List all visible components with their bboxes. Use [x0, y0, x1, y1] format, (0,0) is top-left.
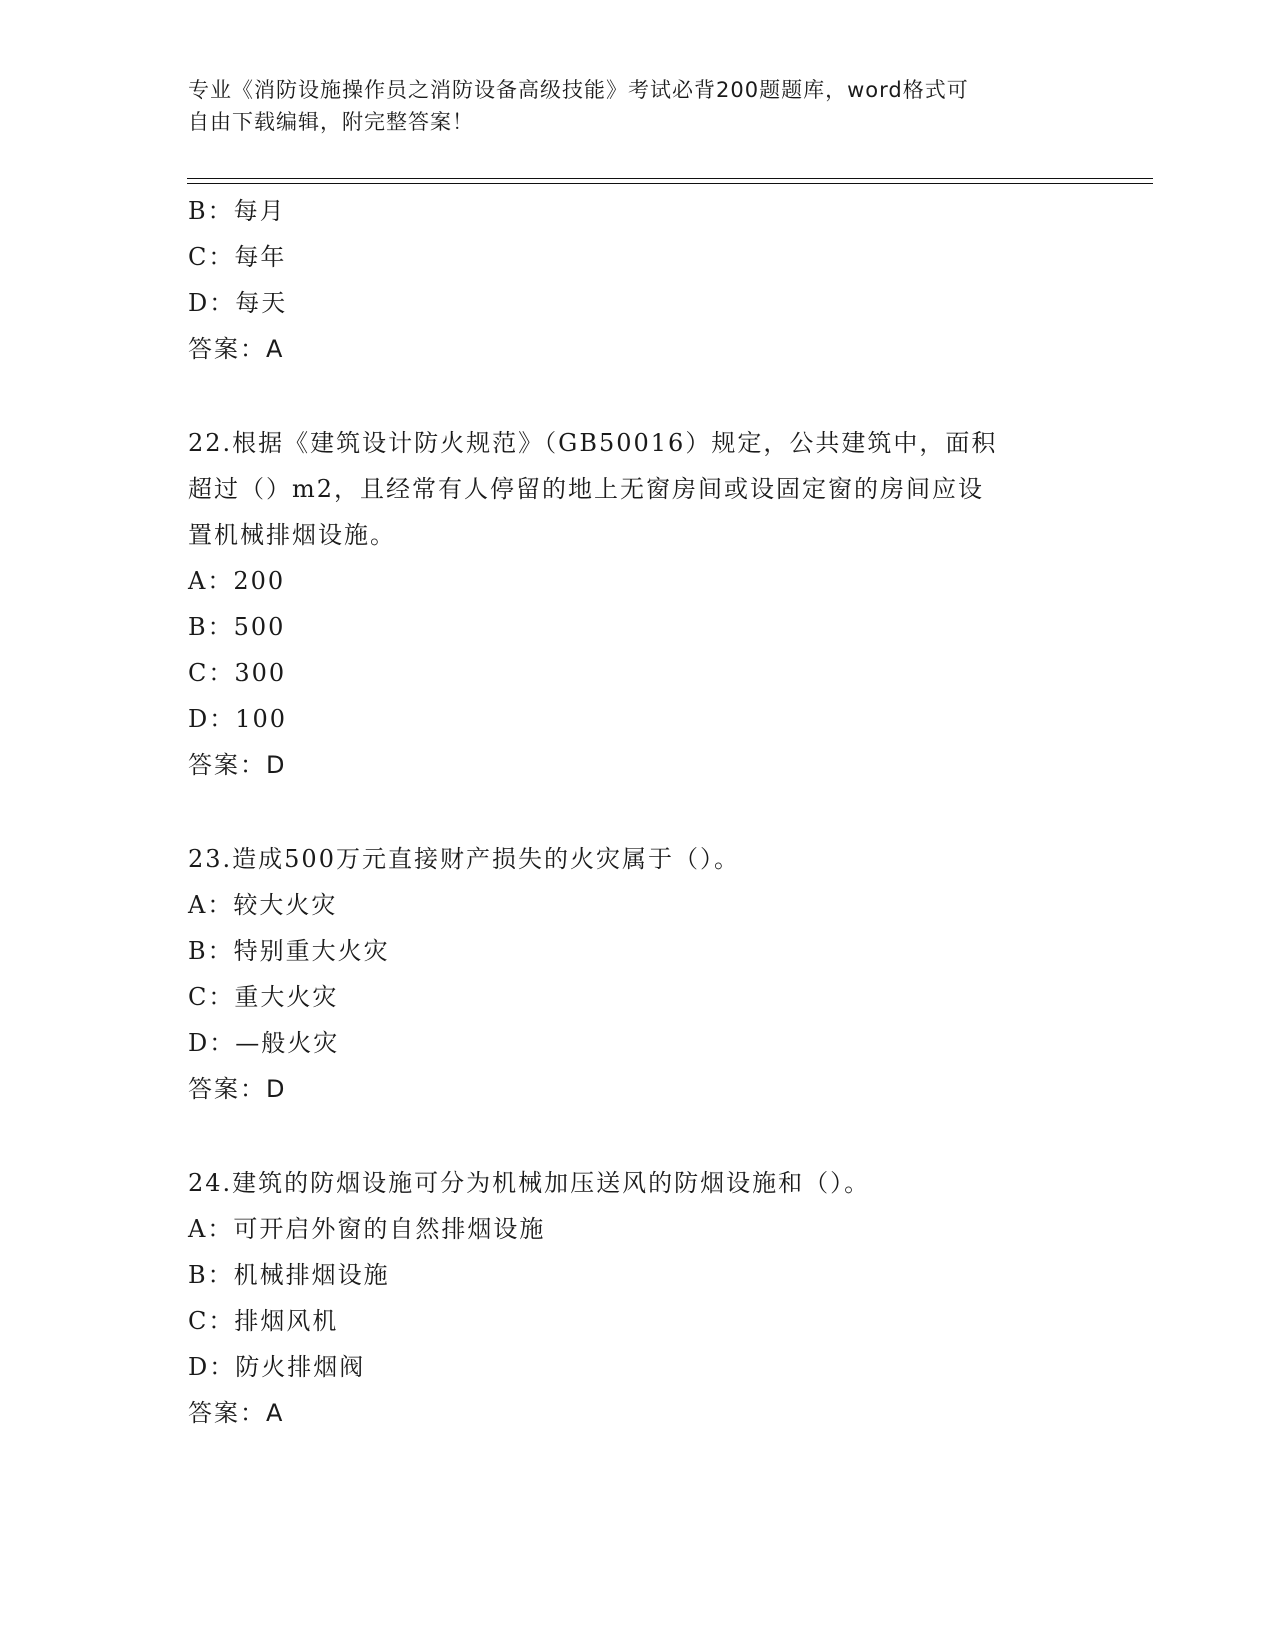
question-stem-line: 置机械排烟设施。: [188, 521, 396, 549]
option-b: B：每月: [188, 197, 286, 225]
spacer: [188, 1112, 1088, 1160]
answer-line: 答案：A: [188, 1399, 285, 1427]
spacer: [188, 788, 1088, 836]
option-c: C：每年: [188, 243, 287, 271]
option-d: D：—般火灾: [188, 1029, 340, 1057]
spacer: [188, 372, 1088, 420]
header-rule-bottom: [187, 183, 1153, 184]
option-b: B：机械排烟设施: [188, 1261, 390, 1289]
option-d: D：防火排烟阀: [188, 1353, 366, 1381]
document-body: [188, 188, 1088, 1436]
header-line-2: 自由下载编辑，附完整答案！: [188, 110, 474, 134]
question-stem-line: 24.建筑的防烟设施可分为机械加压送风的防烟设施和（）。: [188, 1169, 871, 1197]
question-22: [188, 420, 1088, 788]
document-header: [188, 74, 1068, 138]
question-stem-line: 22.根据《建筑设计防火规范》（GB50016）规定，公共建筑中，面积: [188, 429, 998, 457]
option-d: D：100: [188, 705, 288, 733]
option-d: D：每天: [188, 289, 288, 317]
question-stem-line: 23.造成500万元直接财产损失的火灾属于（）。: [188, 845, 740, 873]
question-24: [188, 1160, 1088, 1436]
question-23: [188, 836, 1088, 1112]
partial-question: [188, 188, 1088, 372]
option-a: A：200: [188, 567, 286, 595]
option-b: B：500: [188, 613, 286, 641]
header-line-1: 专业《消防设施操作员之消防设备高级技能》考试必背200题题库，word格式可: [188, 78, 969, 102]
option-c: C：300: [188, 659, 287, 687]
answer-line: 答案：D: [188, 751, 287, 779]
option-c: C：排烟风机: [188, 1307, 339, 1335]
header-rule-top: [187, 178, 1153, 179]
answer-line: 答案：A: [188, 335, 285, 363]
question-stem-line: 超过（）m2，且经常有人停留的地上无窗房间或设固定窗的房间应设: [188, 475, 985, 503]
option-c: C：重大火灾: [188, 983, 339, 1011]
option-b: B：特别重大火灾: [188, 937, 390, 965]
option-a: A：可开启外窗的自然排烟设施: [188, 1215, 546, 1243]
answer-line: 答案：D: [188, 1075, 287, 1103]
option-a: A：较大火灾: [188, 891, 338, 919]
